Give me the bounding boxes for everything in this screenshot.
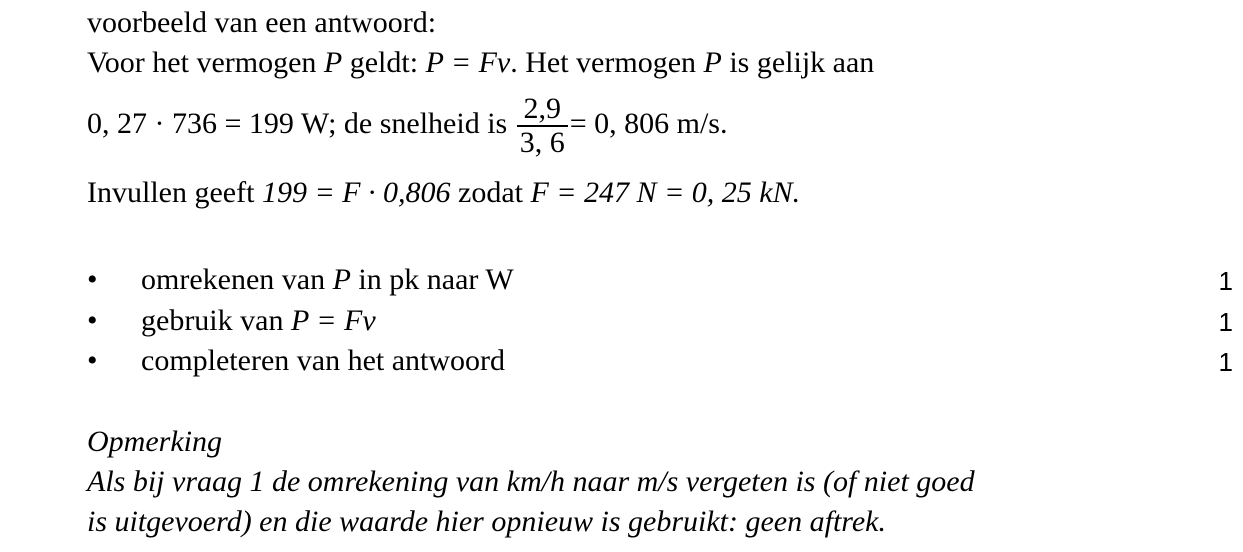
power-formula: P = Fv [290, 304, 376, 337]
bullet: • [87, 263, 98, 296]
text: de snelheid is [336, 107, 515, 140]
text: completeren van het antwoord [141, 344, 506, 377]
scoring-item-text [141, 344, 505, 378]
speed-result: = 0, 806 m/s. [569, 107, 728, 140]
fraction-numerator: 2,9 [523, 92, 561, 126]
bullet: • [87, 344, 98, 377]
score-points: 1 [1218, 307, 1233, 337]
scoring-item-text [141, 263, 514, 297]
remark-text-line: Als bij vraag 1 de omrekening van km/h naar m/s vergeten is (of niet goed [87, 465, 975, 498]
text: Invullen geeft [87, 176, 262, 209]
fraction-denominator: 3, 6 [517, 125, 568, 159]
power-symbol: P [703, 46, 722, 79]
power-definition-line [87, 46, 874, 80]
speed-fraction [517, 93, 568, 159]
power-formula: P = Fv [425, 46, 511, 79]
bullet: • [87, 304, 98, 337]
force-equation: F = 247 N = 0, 25 kN. [530, 176, 801, 209]
text: in pk naar W [350, 263, 514, 296]
equation: 199 = F · 0,806 [261, 176, 451, 209]
calculation-line [87, 92, 727, 159]
text: geldt: [342, 46, 426, 79]
remark-title: Opmerking [87, 425, 222, 458]
force-result-line [87, 176, 800, 210]
power-calculation: 0, 27 · 736 = 199 W; [87, 107, 337, 140]
score-points: 1 [1218, 266, 1233, 296]
text: omrekenen van [141, 263, 333, 296]
power-symbol: P [323, 46, 343, 79]
text: gebruik van [141, 304, 291, 337]
text: is gelijk aan [721, 46, 875, 79]
score-points: 1 [1218, 347, 1233, 377]
text: . Het vermogen [510, 46, 704, 79]
power-symbol: P [332, 263, 351, 296]
remark-text-line: is uitgevoerd) en die waarde hier opnieuw is gebruikt: geen aftrek. [87, 505, 886, 538]
answer-heading: voorbeeld van een antwoord: [87, 6, 437, 39]
text: zodat [450, 176, 531, 209]
text: Voor het vermogen [87, 46, 324, 79]
scoring-item-text [141, 304, 376, 338]
